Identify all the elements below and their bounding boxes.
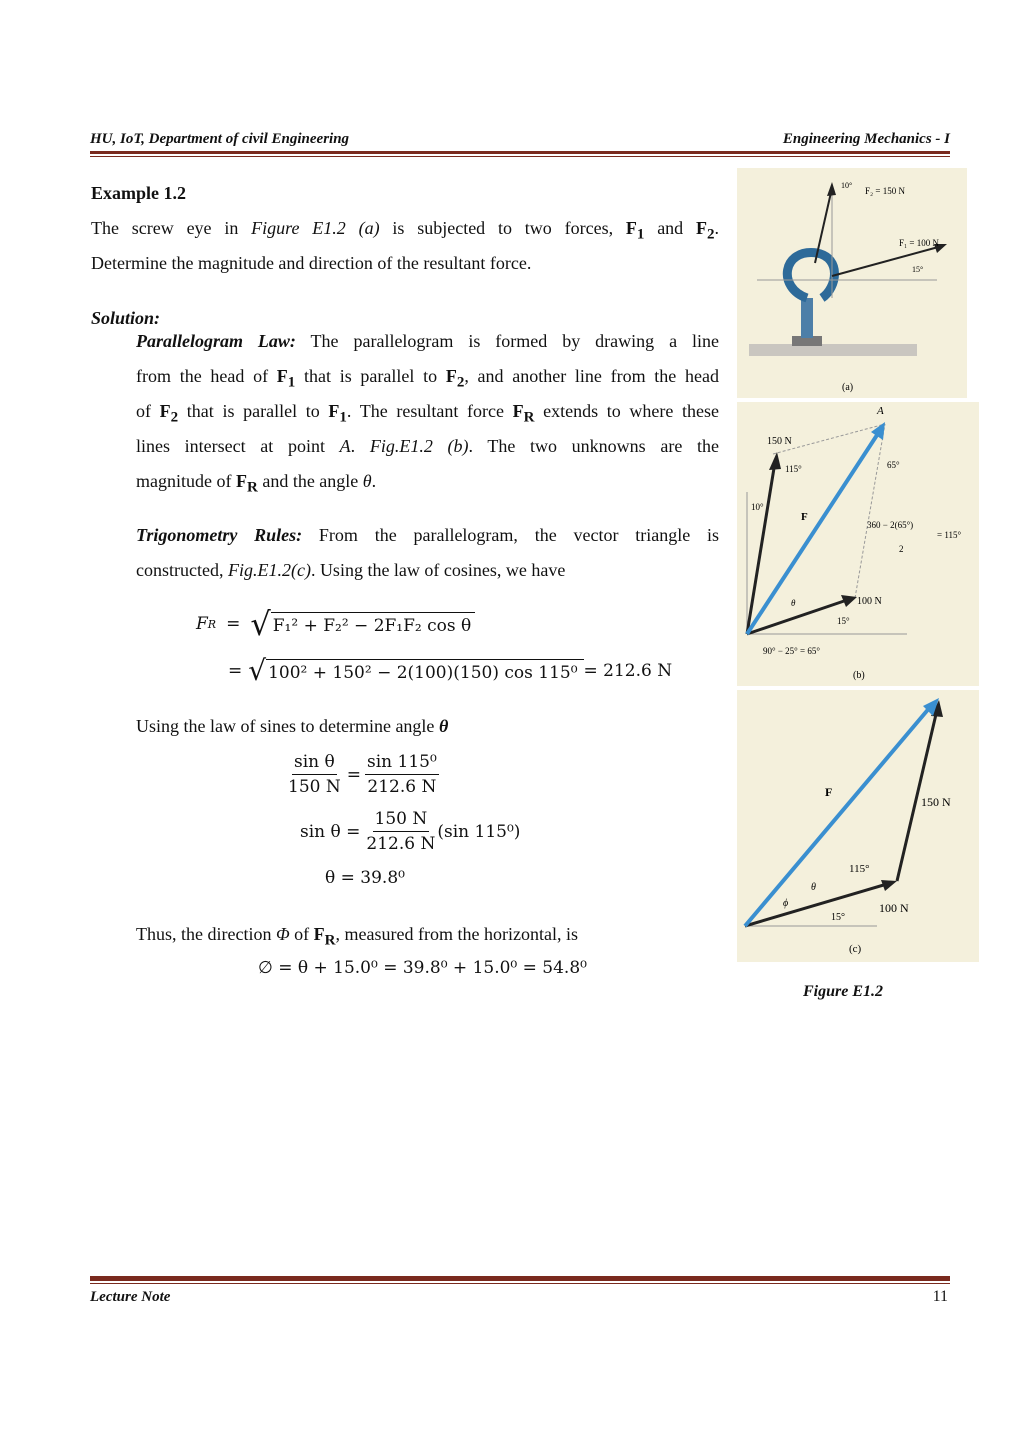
- footer-rule: [90, 1276, 950, 1281]
- header-right: Engineering Mechanics - I: [782, 131, 950, 147]
- fig-b-point-a: A: [877, 405, 884, 417]
- fig-b-150n: 150 N: [767, 436, 792, 447]
- fig-b-theta: θ: [791, 598, 796, 608]
- header-left: HU, IoT, Department of civil Engineering: [90, 131, 350, 147]
- fig-b-eq1: 360 − 2(65°): [867, 520, 914, 530]
- sine-solve-equation: sin θ = $\frac{150 N}{212.6 N}$ (sin 115⁰): [300, 809, 521, 854]
- fig-b-fr: F: [801, 511, 808, 523]
- header-rule-thin: [90, 156, 950, 157]
- fig-c-phi: ϕ: [783, 898, 789, 909]
- fig-b-15: 15°: [837, 616, 850, 626]
- figure-a: [737, 168, 967, 398]
- figure-b: [737, 402, 979, 686]
- fig-c-label: (c): [849, 943, 862, 955]
- parallelogram-line3: of $F_2$ that is parallel to $F_1$. The resultant force $F_R$ extends to where these: [136, 401, 720, 426]
- trigonometry-line1: Trigonometry Rules: From the parallelogram, the vector triangle is: [136, 525, 719, 545]
- footer-left: Lecture Note: [90, 1289, 171, 1305]
- fig-b-10: 10°: [751, 502, 764, 512]
- parallelogram-line5: magnitude of $F_R$ and the angle θ.: [136, 471, 377, 496]
- trigonometry-line2: constructed, Fig.E1.2(c). Using the law of cosines, we have: [136, 560, 566, 580]
- phi-result: ∅ = θ + 15.0⁰ = 39.8⁰ + 15.0⁰ = 54.8⁰: [258, 958, 587, 978]
- fig-a-f1-label: F₁ = 100 N: [899, 238, 939, 248]
- theta-result: θ = 39.8⁰: [325, 868, 405, 888]
- footer-rule-thin: [90, 1283, 950, 1284]
- fig-c-100n: 100 N: [879, 901, 909, 915]
- vector-triangle-diagram: [737, 690, 979, 962]
- fig-b-eq1-den: 2: [899, 544, 904, 554]
- example-title: Example 1.2: [91, 183, 187, 203]
- fig-b-100n: 100 N: [857, 596, 882, 607]
- solution-heading: Solution:: [91, 308, 161, 328]
- example-intro-line1: The screw eye in Figure E1.2 (a) is subjected to two forces, $F_1$ and $F_2$.: [91, 218, 719, 243]
- fig-a-f2-label: F₂ = 150 N: [865, 186, 905, 196]
- fig-c-fr: F: [825, 785, 833, 799]
- parallelogram-line1: Parallelogram Law: The parallelogram is formed by drawing a line: [136, 331, 719, 351]
- screw-eye-diagram: [737, 168, 967, 398]
- fig-c-150n: 150 N: [921, 795, 951, 809]
- cosine-law-equation: F R = √ F₁² + F₂² − 2F₁F₂ cos θ: [196, 606, 475, 642]
- fig-c-115: 115°: [849, 863, 870, 875]
- fig-a-label: (a): [842, 382, 854, 393]
- parallelogram-diagram: [737, 402, 979, 686]
- fig-b-eq1b: = 115°: [937, 530, 962, 540]
- fig-b-65: 65°: [887, 460, 900, 470]
- parallelogram-line4: lines intersect at point A. Fig.E1.2 (b). The two unknowns are the: [136, 436, 719, 456]
- header-rule: [90, 151, 950, 154]
- sines-intro: Using the law of sines to determine angle θ: [136, 716, 449, 736]
- parallelogram-line2: from the head of $F_1$ that is parallel to $F_2$, and another line from the head: [136, 366, 719, 391]
- fig-b-label: (b): [853, 670, 865, 681]
- fig-c-theta: θ: [811, 882, 816, 893]
- direction-intro: Thus, the direction Φ of $F_R$, measured from the horizontal, is: [136, 924, 578, 949]
- fig-a-angle10: 10°: [841, 181, 853, 190]
- fig-b-115: 115°: [785, 464, 802, 474]
- example-intro-line2: Determine the magnitude and direction of the resultant force.: [91, 253, 532, 273]
- cosine-law-numeric: = √ 100² + 150² − 2(100)(150) cos 115⁰ = 212.6 N: [228, 654, 673, 687]
- fig-b-eq2: 90° − 25° = 65°: [763, 646, 820, 656]
- fig-a-angle15: 15°: [912, 265, 924, 274]
- figure-caption: Figure E1.2: [803, 983, 884, 1000]
- page-number: 11: [932, 1288, 948, 1305]
- figure-c: [737, 690, 979, 962]
- fig-c-15: 15°: [831, 912, 845, 923]
- sine-law-equation: $\frac{\text{sin θ}}{150 N}$ = $\frac{\text{sin 115⁰}}{212.6 N}$: [288, 752, 437, 797]
